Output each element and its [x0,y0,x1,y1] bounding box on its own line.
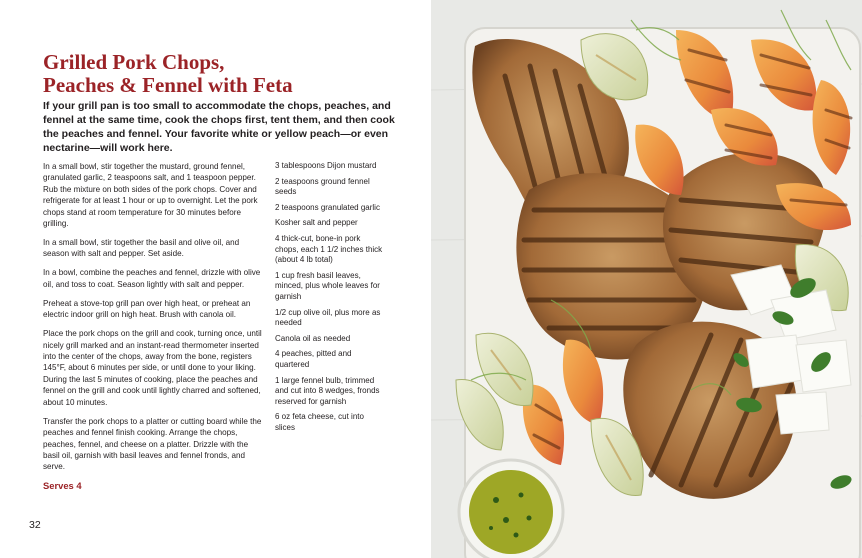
recipe-title [43,51,293,97]
page-number: 32 [29,519,41,531]
method-step: Place the pork chops on the grill and cook, turning once, until nicely grill marked and an instant-read thermometer inserted into the center of the chops, away from the bone, registers 145°F, about 6 minutes per side, or until done to your liking. During the last 5 minutes of cooking, place the peaches and fennel on the grill and cook until lightly charred and softened, about 10 minutes. [43,329,262,407]
recipe-title-line: Peaches & Fennel with Feta [43,73,293,97]
ingredient-item: 2 teaspoons ground fennel seeds [275,176,370,197]
method-step: In a bowl, combine the peaches and fennel, drizzle with olive oil, and toss to coat. Season lightly with salt and pepper. [43,268,261,289]
ingredient-item: 3 tablespoons Dijon mustard [275,161,377,170]
method-step: Transfer the pork chops to a platter or cutting board while the peaches and fennel finish cooking. Arrange the chops, peaches, fennel, and cheese on a platter. Drizzle with the basil oil, garnish with basil leaves and fennel fronds, and serve. [43,416,262,472]
method-step: In a small bowl, stir together the basil and olive oil, and season with salt and pepper. Set aside. [43,238,240,259]
recipe-photo [431,0,862,558]
ingredient-item: 1/2 cup olive oil, plus more as needed [275,307,381,328]
ingredient-item: 6 oz feta cheese, cut into slices [275,412,364,432]
ingredient-item: 1 large fennel bulb, trimmed and cut into 8 wedges, fronds reserved for garnish [275,375,380,406]
recipe-intro: If your grill pan is too small to accommodate the chops, peaches, and fennel at the same time, cook the chops first, tent them, and then cook the peaches and fennel. Your favorite white or yellow peach—or even nectarine—will work here. [43,100,395,154]
ingredient-item: Canola oil as needed [275,333,351,343]
ingredient-item: 4 thick-cut, bone-in pork chops, each 1 1/2 inches thick (about 4 lb total) [275,233,383,265]
food-photo-illustration [431,0,862,558]
ingredient-item: 2 teaspoons granulated garlic [275,202,380,212]
method-step: In a small bowl, stir together the mustard, ground fennel, granulated garlic, 2 teaspoons salt, and 1 teaspoon pepper. Rub the mixture on both sides of the pork chops. Cover and refrigerate for at least 1 hour or up to overnight. Let the pork chops stand at room temperature for 30 minutes before grilling. [43,162,258,229]
recipe-title-line: Grilled Pork Chops, [43,50,225,74]
ingredient-list [275,161,383,438]
basil-oil-bowl [459,460,563,558]
method-steps [43,161,265,492]
ingredient-item: Kosher salt and pepper [275,218,358,228]
serves-label: Serves 4 [43,480,82,492]
ingredient-item: 1 cup fresh basil leaves, minced, plus whole leaves for garnish [275,270,380,301]
ingredient-item: 4 peaches, pitted and quartered [275,349,352,369]
method-step: Preheat a stove-top grill pan over high heat, or preheat an electric indoor grill on high heat. Brush with canola oil. [43,298,251,320]
